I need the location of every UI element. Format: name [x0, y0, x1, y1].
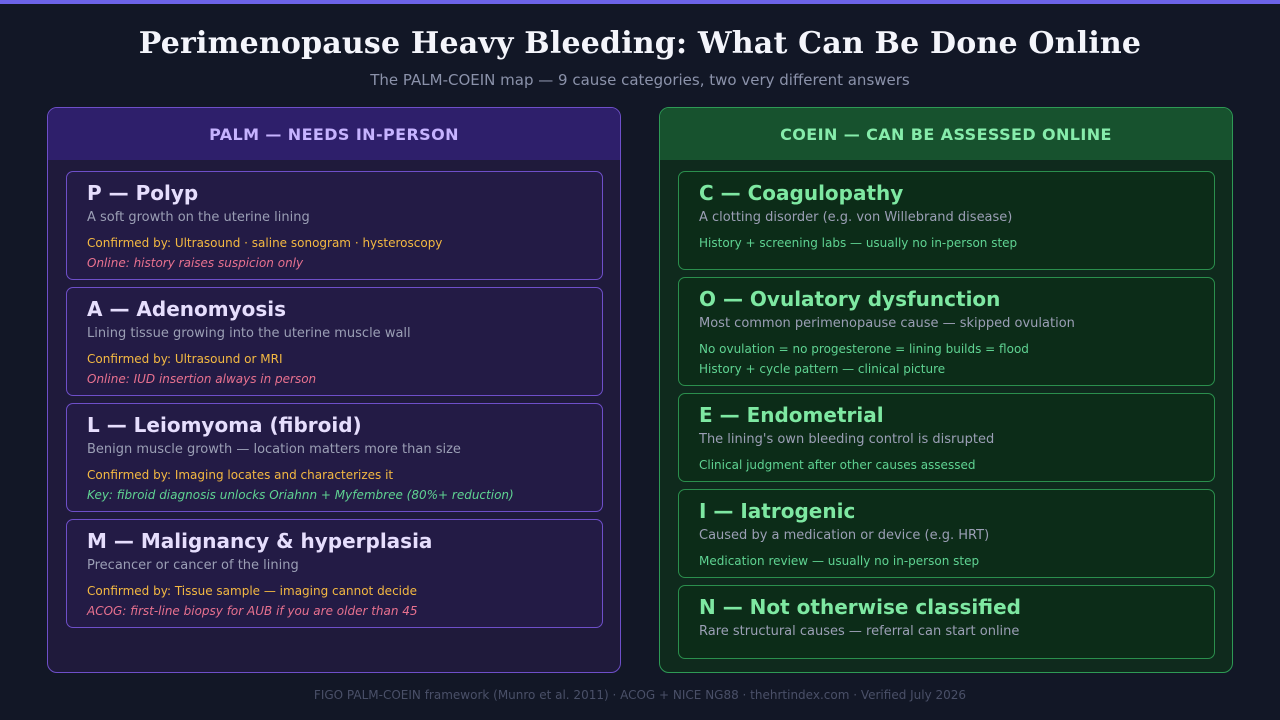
card-key-note: Key: fibroid diagnosis unlocks Oriahnn + Myfembree (80%+ reduction) [87, 488, 514, 502]
page-title: Perimenopause Heavy Bleeding: What Can Be Done Online [138, 26, 1142, 61]
card-title: I — Iatrogenic [699, 499, 856, 523]
card-title: N — Not otherwise classified [699, 595, 1021, 619]
card-title: E — Endometrial [699, 403, 884, 427]
card-confirmation: Confirmed by: Ultrasound or MRI [87, 352, 283, 366]
card-description: Benign muscle growth — location matters more than size [87, 442, 461, 457]
palm-card-malignancy [66, 519, 603, 628]
coein-card-iatrogenic [678, 489, 1215, 578]
coein-card-ovulatory [678, 277, 1215, 386]
palm-card-polyp [66, 171, 603, 280]
card-online-note: Online: IUD insertion always in person [87, 372, 317, 386]
card-title: P — Polyp [87, 181, 199, 205]
card-description: Rare structural causes — referral can start online [699, 624, 1020, 639]
card-description: The lining's own bleeding control is disrupted [699, 432, 995, 447]
coein-panel-heading: COEIN — CAN BE ASSESSED ONLINE [660, 108, 1232, 160]
card-title: A — Adenomyosis [87, 297, 287, 321]
page-subtitle: The PALM-COEIN map — 9 cause categories, two very different answers [370, 71, 910, 89]
card-confirmation: Confirmed by: Imaging locates and characterizes it [87, 468, 394, 482]
coein-card-not-classified [678, 585, 1215, 659]
card-title: L — Leiomyoma (fibroid) [87, 413, 362, 437]
palm-card-leiomyoma [66, 403, 603, 512]
accent-bar [0, 0, 1280, 4]
card-online-note: Online: history raises suspicion only [87, 256, 304, 270]
card-description: Precancer or cancer of the lining [87, 558, 299, 573]
card-title: C — Coagulopathy [699, 181, 904, 205]
card-assessment-line: History + cycle pattern — clinical picture [699, 362, 946, 376]
card-title: O — Ovulatory dysfunction [699, 287, 1001, 311]
card-confirmation: Confirmed by: Tissue sample — imaging cannot decide [87, 584, 417, 598]
card-acog-note: ACOG: first-line biopsy for AUB if you are older than 45 [87, 604, 418, 618]
card-description: A soft growth on the uterine lining [87, 210, 310, 225]
card-mechanism-line: No ovulation = no progesterone = lining builds = flood [699, 342, 1029, 356]
card-confirmation: Confirmed by: Ultrasound · saline sonogram · hysteroscopy [87, 236, 443, 250]
card-description: Most common perimenopause cause — skipped ovulation [699, 316, 1075, 331]
card-assessment-line: History + screening labs — usually no in-person step [699, 236, 1018, 250]
palm-card-adenomyosis [66, 287, 603, 396]
palm-panel [47, 107, 621, 673]
source-footer: FIGO PALM-COEIN framework (Munro et al. 2011) · ACOG + NICE NG88 · thehrtindex.com · Verified July 2026 [313, 688, 967, 702]
card-description: Caused by a medication or device (e.g. HRT) [699, 528, 990, 543]
card-assessment-line: Clinical judgment after other causes assessed [699, 458, 976, 472]
coein-card-coagulopathy [678, 171, 1215, 270]
coein-card-endometrial [678, 393, 1215, 482]
card-description: A clotting disorder (e.g. von Willebrand disease) [699, 210, 1013, 225]
palm-panel-heading: PALM — NEEDS IN-PERSON [48, 108, 620, 160]
card-title: M — Malignancy & hyperplasia [87, 529, 433, 553]
card-assessment-line: Medication review — usually no in-person step [699, 554, 980, 568]
card-description: Lining tissue growing into the uterine muscle wall [87, 326, 411, 341]
coein-panel [659, 107, 1233, 673]
